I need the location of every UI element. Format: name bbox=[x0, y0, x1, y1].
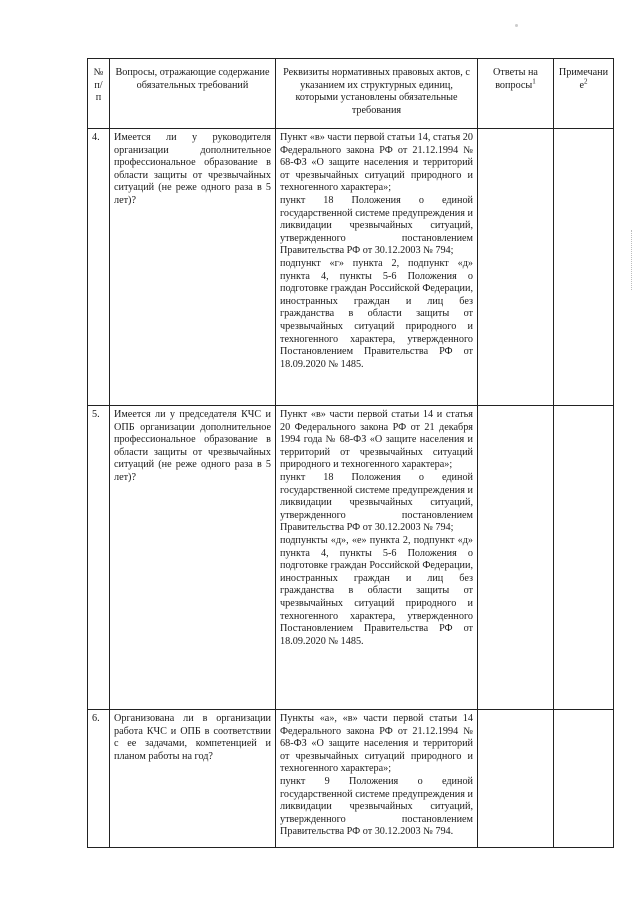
header-notes: Примечание$^2$ bbox=[554, 59, 614, 129]
requisite-item: Пункт «в» части первой статьи 14 и статья 20 Федерального закона РФ от 21 декабря 1994 года № 68-ФЗ «О защите населения и территорий от чрезвычайных ситуаций природного и техногенного характера»; bbox=[280, 409, 473, 471]
scan-margin-mark bbox=[631, 230, 635, 290]
requisite-item: пункт 18 Положения о единой государственной системе предупреждения и ликвидации чрезвычайных ситуаций, утвержденного постановлением Правительства РФ от 30.12.2003 № 794; bbox=[280, 471, 473, 534]
row-note-cell[interactable] bbox=[554, 406, 614, 710]
table-header-row bbox=[88, 59, 614, 129]
row-answer-cell[interactable] bbox=[478, 129, 554, 406]
row-number: 6. bbox=[88, 710, 110, 848]
header-requisites: Реквизиты нормативных правовых актов, с указанием их структурных единиц, которыми установлены обязательные требования bbox=[276, 59, 478, 129]
row-requisites bbox=[276, 406, 478, 710]
requirements-table bbox=[87, 58, 614, 848]
row-requisites bbox=[276, 710, 478, 848]
requisite-item: пункт 18 Положения о единой государственной системе предупреждения и ликвидации чрезвычайных ситуаций, утвержденного постановлением Правительства РФ от 30.12.2003 № 794; bbox=[280, 194, 473, 257]
header-num: № п/п bbox=[88, 59, 110, 129]
table-row bbox=[88, 710, 614, 848]
row-note-cell[interactable] bbox=[554, 710, 614, 848]
header-questions: Вопросы, отражающие содержание обязательных требований bbox=[110, 59, 276, 129]
row-number: 5. bbox=[88, 406, 110, 710]
requisite-item: подпункты «д», «е» пункта 2, подпункт «д» пункта 4, пункты 5-6 Положения о подготовке граждан Российской Федерации, иностранных граждан и лиц без гражданства в области защиты от чрезвычайных ситуаций природного и техногенного характера, утвержденного Постановлением Правительства РФ от 18.09.2020 № 1485. bbox=[280, 534, 473, 647]
requisite-item: Пункты «а», «в» части первой статьи 14 Федерального закона РФ от 21.12.1994 № 68-ФЗ «О защите населения и территорий от чрезвычайных ситуаций природного и техногенного характера»; bbox=[280, 713, 473, 775]
requisite-item: пункт 9 Положения о единой государственной системе предупреждения и ликвидации чрезвычайных ситуаций, утвержденного постановлением Правительства РФ от 30.12.2003 № 794. bbox=[280, 775, 473, 838]
row-question: Организована ли в организации работа КЧС и ОПБ в соответствии с ее задачами, компетенцией и планом работы на год? bbox=[110, 710, 276, 848]
table-row bbox=[88, 129, 614, 406]
row-question: Имеется ли у руководителя организации дополнительное профессиональное образование в области защиты от чрезвычайных ситуаций (не реже одного раза в 5 лет)? bbox=[110, 129, 276, 406]
table-row bbox=[88, 406, 614, 710]
header-answers: Ответы на вопросы$^1$ bbox=[478, 59, 554, 129]
row-answer-cell[interactable] bbox=[478, 406, 554, 710]
requisite-item: Пункт «в» части первой статьи 14, статья 20 Федерального закона РФ от 21.12.1994 № 68-ФЗ «О защите населения и территорий от чрезвычайных ситуаций природного и техногенного характера»; bbox=[280, 132, 473, 194]
row-requisites bbox=[276, 129, 478, 406]
requisite-item: подпункт «г» пункта 2, подпункт «д» пункта 4, пункты 5-6 Положения о подготовке граждан Российской Федерации, иностранных граждан и лиц без гражданства в области защиты от чрезвычайных ситуаций природного и техногенного характера, утвержденного Постановлением Правительства РФ от 18.09.2020 № 1485. bbox=[280, 257, 473, 370]
row-number: 4. bbox=[88, 129, 110, 406]
row-note-cell[interactable] bbox=[554, 129, 614, 406]
scan-dot bbox=[515, 24, 518, 27]
row-answer-cell[interactable] bbox=[478, 710, 554, 848]
row-question: Имеется ли у председателя КЧС и ОПБ организации дополнительное профессиональное образование в области защиты от чрезвычайных ситуаций (не реже одного раза в 5 лет)? bbox=[110, 406, 276, 710]
